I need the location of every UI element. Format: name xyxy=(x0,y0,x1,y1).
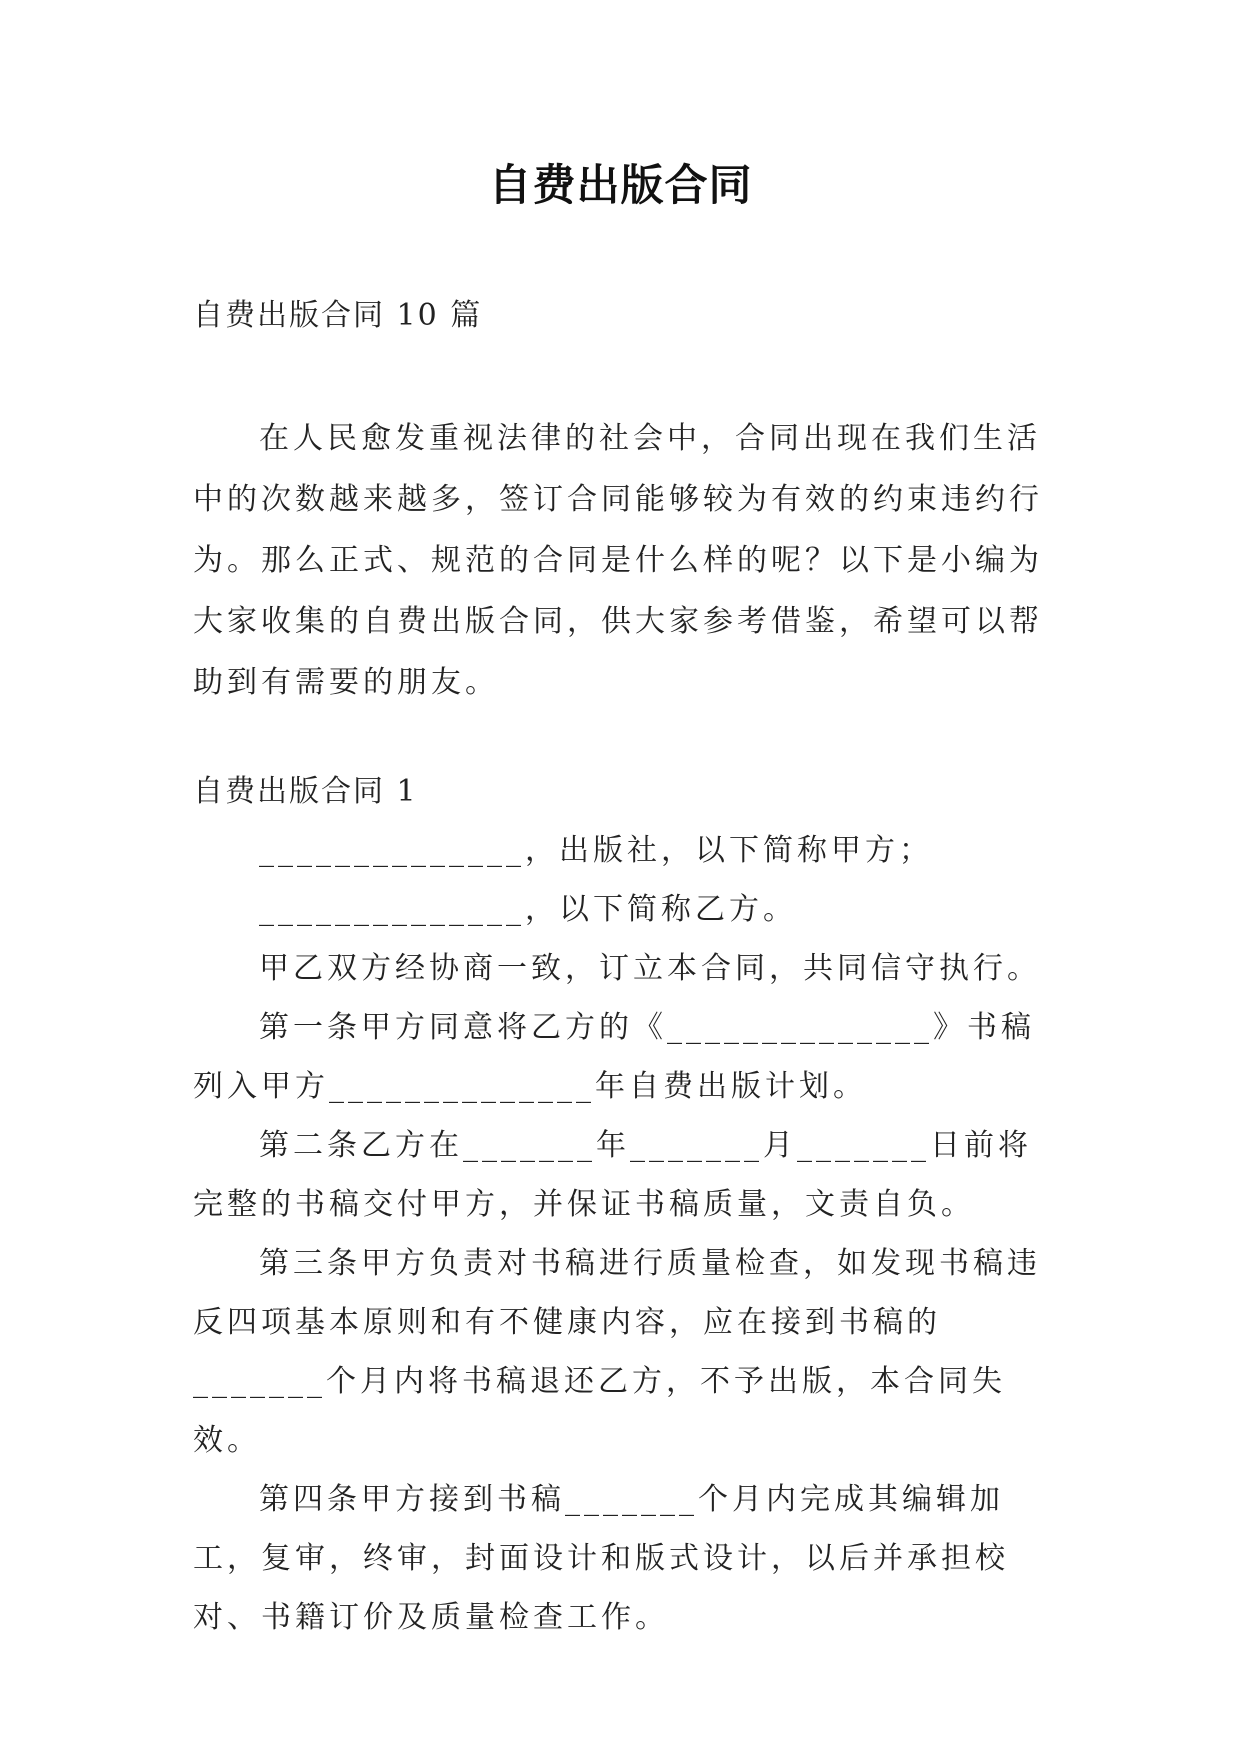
clause-article-2: 第二条乙方在_______年_______月_______日前将完整的书稿交付甲方，并保证书稿质量，文责自负。 xyxy=(193,1128,1032,1222)
clause-agreement: 甲乙双方经协商一致，订立本合同，共同信守执行。 xyxy=(259,951,1041,986)
clause-article-4: 第四条甲方接到书稿_______个月内完成其编辑加工，复审，终审，封面设计和版式设计，以后并承担校对、书籍订价及质量检查工作。 xyxy=(193,1482,1009,1635)
intro-paragraph: 在人民愈发重视法律的社会中，合同出现在我们生活中的次数越来越多，签订合同能够较为有效的约束违约行为。那么正式、规范的合同是什么样的呢？以下是小编为大家收集的自费出版合同，供大家参考借鉴，希望可以帮助到有需要的朋友。 xyxy=(193,421,1043,700)
contract-section-1 xyxy=(193,762,1063,1647)
clause-article-1: 第一条甲方同意将乙方的《______________》书稿列入甲方______________年自费出版计划。 xyxy=(193,1010,1035,1104)
clause-party-a: ______________，出版社，以下简称甲方； xyxy=(259,833,933,868)
document-title: 自费出版合同 xyxy=(488,161,753,211)
clause-article-3: 第三条甲方负责对书稿进行质量检查，如发现书稿违反四项基本原则和有不健康内容，应在接到书稿的_______个月内将书稿退还乙方，不予出版，本合同失效。 xyxy=(193,1246,1041,1458)
intro-section xyxy=(193,408,1063,713)
clause-party-b: ______________，以下简称乙方。 xyxy=(259,892,797,927)
document-subtitle: 自费出版合同 10 篇 xyxy=(193,298,483,333)
section-heading: 自费出版合同 1 xyxy=(193,774,418,809)
